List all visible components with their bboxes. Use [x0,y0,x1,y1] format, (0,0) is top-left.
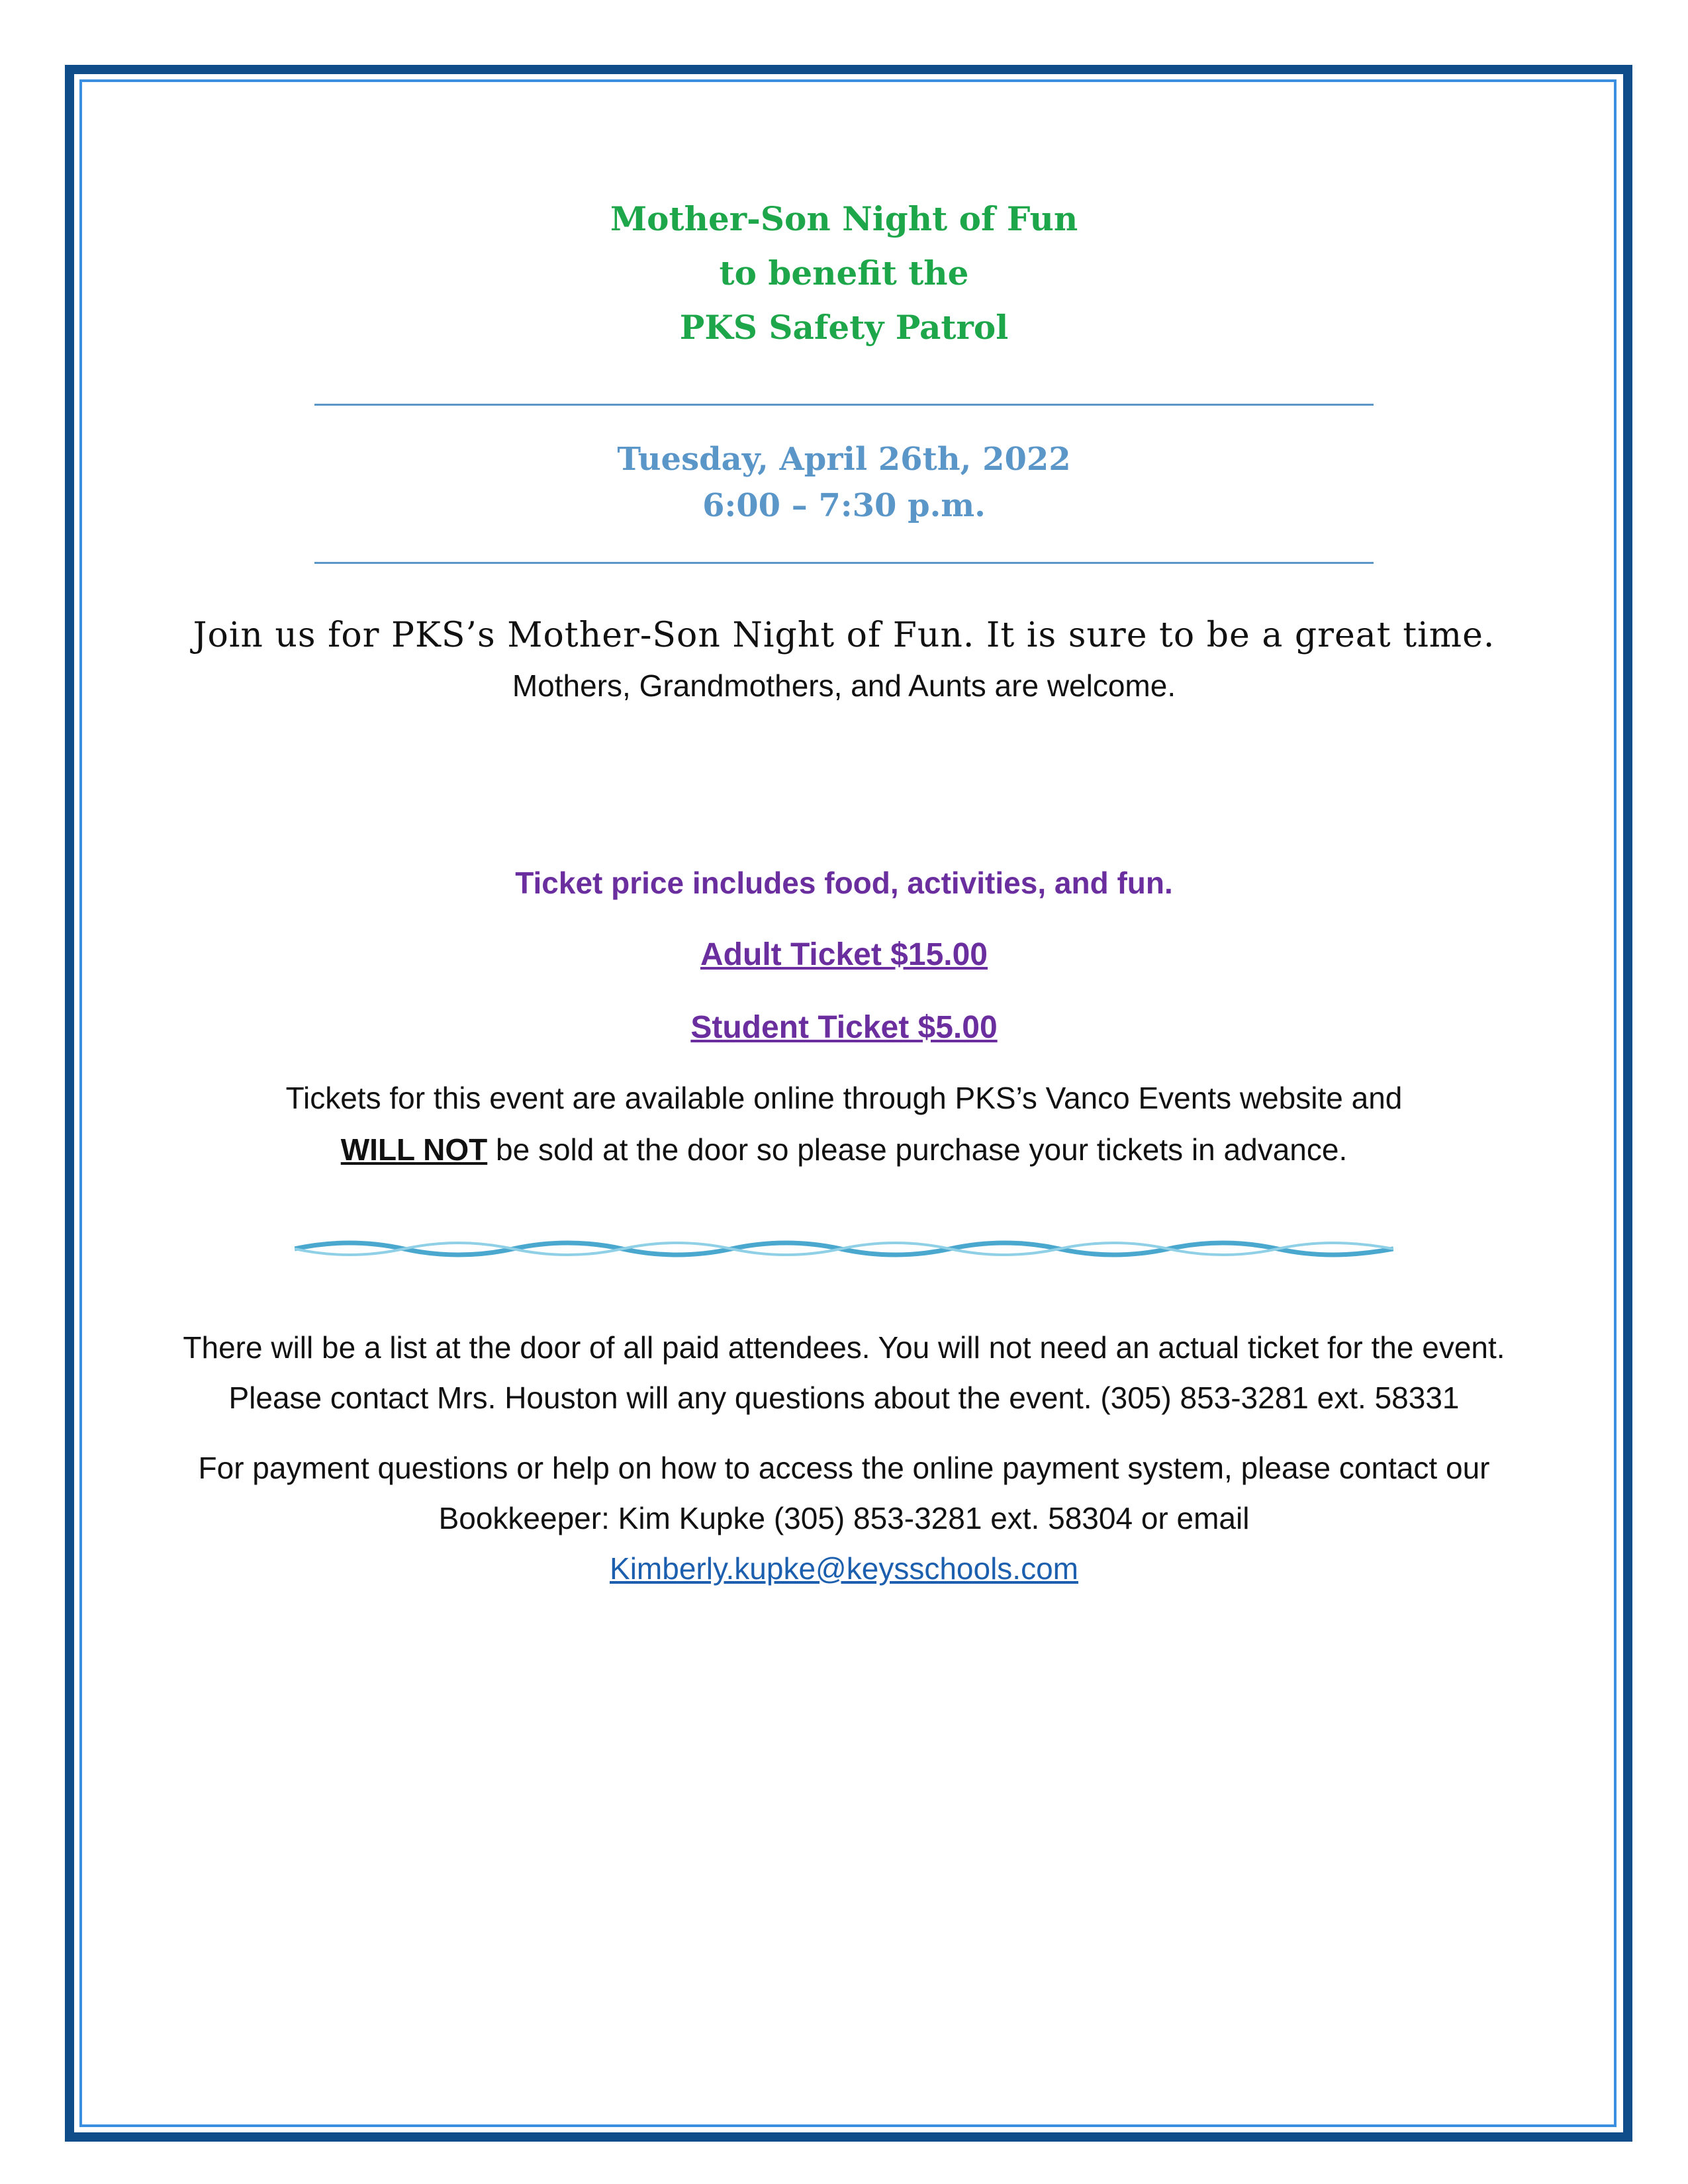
ticket-availability [172,1072,1516,1175]
event-time: 6:00 – 7:30 p.m. [702,487,986,524]
student-ticket-price: Student Ticket $5.00 [690,1010,998,1045]
title-line-3: PKS Safety Patrol [679,308,1009,347]
event-date-time [172,436,1516,529]
attendee-list-note: There will be a list at the door of all paid attendees. You will not need an actual ticket for the event. Please contact Mrs. Houston will any questions about the event. (305) 853-3281 ext. 58331 [183,1330,1505,1415]
payment-contact [172,1443,1516,1594]
title-line-1: Mother-Son Night of Fun [610,199,1078,238]
wave-divider [295,1239,1393,1259]
welcome-text: Mothers, Grandmothers, and Aunts are welcome. [512,668,1176,703]
availability-text-before: Tickets for this event are available online through PKS’s Vanco Events website and [285,1081,1403,1115]
bookkeeper-email-link[interactable]: Kimberly.kupke@keysschools.com [610,1551,1078,1586]
payment-text: For payment questions or help on how to access the online payment system, please contact our Bookkeeper: Kim Kupke (305) 853-3281 ext. 58304 or email [198,1451,1490,1535]
availability-text-after: be sold at the door so please purchase your tickets in advance. [487,1132,1348,1167]
divider-top [314,404,1374,406]
event-date: Tuesday, April 26th, 2022 [617,441,1071,478]
divider-bottom [314,562,1374,564]
adult-ticket-price: Adult Ticket $15.00 [700,937,988,972]
ticket-includes: Ticket price includes food, activities, and fun. [515,866,1173,900]
will-not-emphasis: WILL NOT [340,1132,488,1167]
event-title [172,192,1516,355]
flyer-content [172,192,1516,1594]
intro-text: Join us for PKS’s Mother-Son Night of Fun. It is sure to be a great time. [193,615,1495,655]
title-line-2: to benefit the [719,253,969,293]
